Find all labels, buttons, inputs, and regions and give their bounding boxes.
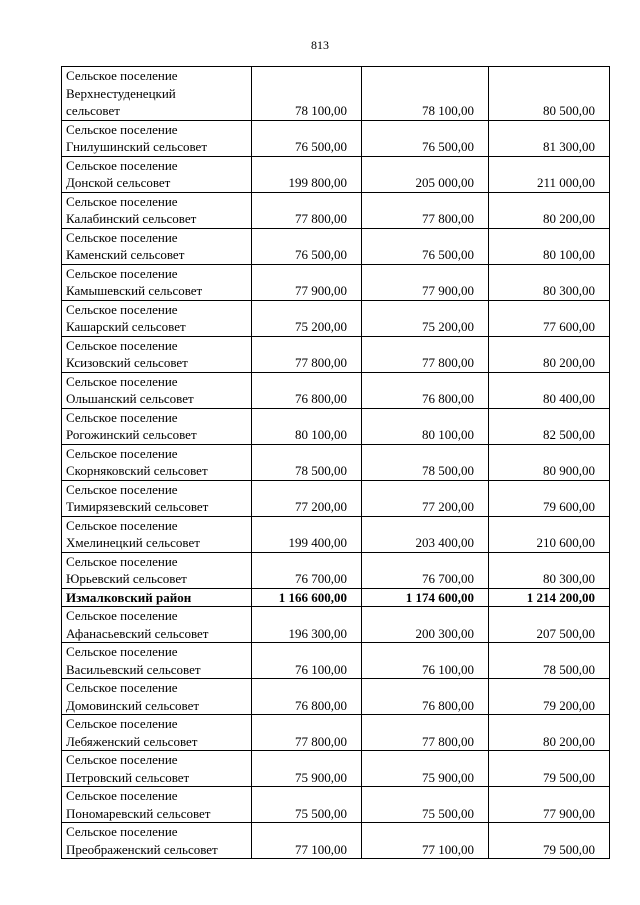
table-row: [62, 192, 610, 228]
amount-cell-1: 77 100,00: [252, 823, 362, 859]
table-row: [62, 643, 610, 679]
settlement-name-line: Сельское поселение: [66, 788, 178, 803]
amount-cell-1: 77 900,00: [252, 264, 362, 300]
amount-cell-3: 80 100,00: [489, 228, 610, 264]
settlement-name-line: Юрьевский сельсовет: [66, 571, 187, 586]
table-row: [62, 156, 610, 192]
settlement-name-line: Лебяженский сельсовет: [66, 733, 198, 749]
amount-cell-2: 205 000,00: [362, 156, 489, 192]
amount-cell-2: 77 200,00: [362, 480, 489, 516]
amount-cell-2: 77 800,00: [362, 192, 489, 228]
amount-cell-3: 80 300,00: [489, 552, 610, 588]
settlement-name-cell: [62, 715, 252, 751]
table-row: [62, 787, 610, 823]
settlement-name-line: Сельское поселение: [66, 373, 178, 389]
page-number: 813: [311, 38, 329, 52]
amount-cell-2: 78 100,00: [362, 67, 489, 121]
table-body: [62, 67, 610, 859]
settlement-name-cell: [62, 192, 252, 228]
amount-cell-1: 76 500,00: [252, 120, 362, 156]
amount-cell-2: 203 400,00: [362, 516, 489, 552]
amount-cell-1: 76 800,00: [252, 679, 362, 715]
settlement-name-cell: [62, 679, 252, 715]
settlement-name-cell: [62, 588, 252, 607]
amount-cell-1: 199 400,00: [252, 516, 362, 552]
amount-cell-1: 75 500,00: [252, 787, 362, 823]
amount-cell-3: 80 300,00: [489, 264, 610, 300]
settlement-name-cell: [62, 444, 252, 480]
amount-cell-1: 77 800,00: [252, 336, 362, 372]
settlement-name-line: Сельское поселение: [66, 409, 178, 425]
table-row: [62, 336, 610, 372]
amount-cell-2: 76 100,00: [362, 643, 489, 679]
settlement-name-line: Сельское поселение: [66, 752, 178, 767]
amount-cell-2: 75 500,00: [362, 787, 489, 823]
settlement-name-cell: [62, 120, 252, 156]
amount-cell-1: 196 300,00: [252, 607, 362, 643]
amount-cell-2: 76 800,00: [362, 679, 489, 715]
table-row: [62, 444, 610, 480]
settlement-name-cell: [62, 480, 252, 516]
settlement-name-line: Калабинский сельсовет: [66, 211, 197, 226]
settlement-name-line: Сельское поселение: [66, 644, 178, 659]
amount-cell-2: 76 800,00: [362, 372, 489, 408]
amount-cell-1: 80 100,00: [252, 408, 362, 444]
table-row: [62, 679, 610, 715]
amount-cell-2: 75 200,00: [362, 300, 489, 336]
settlement-name-line: Хмелинецкий сельсовет: [66, 535, 200, 550]
amount-cell-3: 80 200,00: [489, 336, 610, 372]
table-row: [62, 408, 610, 444]
amount-cell-1: 78 100,00: [252, 67, 362, 121]
table-row: [62, 264, 610, 300]
settlement-name-line: Тимирязевский сельсовет: [66, 499, 209, 514]
settlement-name-line: Гнилушинский сельсовет: [66, 139, 207, 154]
settlement-name-cell: [62, 643, 252, 679]
settlement-name-cell: [62, 156, 252, 192]
amount-cell-1: 76 800,00: [252, 372, 362, 408]
settlement-name-line: Ольшанский сельсовет: [66, 391, 194, 406]
settlement-name-line: Сельское поселение: [66, 301, 178, 317]
settlement-name-line: сельсовет: [66, 103, 120, 118]
settlement-name-cell: [62, 787, 252, 823]
amount-cell-3: 210 600,00: [489, 516, 610, 552]
amount-cell-2: 77 100,00: [362, 823, 489, 859]
amount-cell-1: 76 700,00: [252, 552, 362, 588]
amount-cell-2: 76 500,00: [362, 120, 489, 156]
table-row: [62, 823, 610, 859]
amount-cell-2: 200 300,00: [362, 607, 489, 643]
settlement-name-line: Верхнестуденецкий: [66, 85, 176, 101]
settlement-name-line: Сельское поселение: [66, 229, 178, 245]
amount-cell-3: 1 214 200,00: [489, 588, 610, 607]
amount-cell-2: 76 700,00: [362, 552, 489, 588]
settlement-name-line: Каменский сельсовет: [66, 247, 185, 262]
settlement-name-line: Сельское поселение: [66, 68, 178, 83]
settlement-name-line: Донской сельсовет: [66, 175, 171, 190]
settlement-name-cell: [62, 300, 252, 336]
settlement-name-line: Сельское поселение: [66, 337, 178, 353]
amount-cell-3: 81 300,00: [489, 120, 610, 156]
amount-cell-3: 79 200,00: [489, 679, 610, 715]
table-row: [62, 228, 610, 264]
table-row: [62, 751, 610, 787]
amount-cell-3: 79 500,00: [489, 823, 610, 859]
table-row: [62, 607, 610, 643]
amount-cell-2: 80 100,00: [362, 408, 489, 444]
settlement-name-line: Сельское поселение: [66, 193, 178, 209]
settlement-name-line: Сельское поселение: [66, 680, 178, 695]
settlement-name-line: Рогожинский сельсовет: [66, 427, 197, 442]
amount-cell-1: 76 500,00: [252, 228, 362, 264]
table-row: [62, 120, 610, 156]
amount-cell-3: 77 600,00: [489, 300, 610, 336]
amount-cell-1: 1 166 600,00: [252, 588, 362, 607]
settlement-name-line: Сельское поселение: [66, 517, 178, 533]
settlement-name-cell: [62, 228, 252, 264]
settlement-name-line: Сельское поселение: [66, 121, 178, 137]
district-total-row: [62, 588, 610, 607]
settlement-name-line: Сельское поселение: [66, 265, 178, 281]
table-row: [62, 480, 610, 516]
amount-cell-1: 77 200,00: [252, 480, 362, 516]
amount-cell-3: 79 600,00: [489, 480, 610, 516]
settlement-name-line: Скорняковский сельсовет: [66, 463, 208, 478]
settlement-name-cell: [62, 823, 252, 859]
settlement-name-cell: [62, 336, 252, 372]
table-row: [62, 300, 610, 336]
amount-cell-1: 76 100,00: [252, 643, 362, 679]
amount-cell-1: 199 800,00: [252, 156, 362, 192]
settlement-name-line: Сельское поселение: [66, 553, 178, 569]
settlement-name-cell: [62, 552, 252, 588]
amount-cell-3: 80 500,00: [489, 67, 610, 121]
settlement-name-cell: [62, 607, 252, 643]
amount-cell-3: 207 500,00: [489, 607, 610, 643]
settlement-name-cell: [62, 751, 252, 787]
amount-cell-3: 80 200,00: [489, 192, 610, 228]
settlement-name-line: Сельское поселение: [66, 445, 178, 461]
settlement-name-line: Сельское поселение: [66, 157, 178, 173]
table-row: [62, 552, 610, 588]
amount-cell-2: 77 800,00: [362, 336, 489, 372]
settlement-name-line: Кашарский сельсовет: [66, 319, 186, 334]
settlement-name-cell: [62, 408, 252, 444]
table-row: [62, 516, 610, 552]
settlement-name-line: Петровский сельсовет: [66, 769, 190, 785]
amount-cell-2: 76 500,00: [362, 228, 489, 264]
amount-cell-1: 75 200,00: [252, 300, 362, 336]
settlement-name-line: Преображенский сельсовет: [66, 841, 218, 857]
amount-cell-3: 211 000,00: [489, 156, 610, 192]
table-row: [62, 372, 610, 408]
amount-cell-2: 77 800,00: [362, 715, 489, 751]
amount-cell-1: 77 800,00: [252, 715, 362, 751]
amount-cell-1: 77 800,00: [252, 192, 362, 228]
amount-cell-3: 80 200,00: [489, 715, 610, 751]
settlement-name-line: Сельское поселение: [66, 716, 178, 731]
amount-cell-3: 80 400,00: [489, 372, 610, 408]
amount-cell-1: 75 900,00: [252, 751, 362, 787]
amount-cell-3: 78 500,00: [489, 643, 610, 679]
settlement-name-line: Васильевский сельсовет: [66, 661, 201, 677]
amount-cell-2: 77 900,00: [362, 264, 489, 300]
settlement-name-line: Камышевский сельсовет: [66, 283, 203, 298]
settlement-name-line: Сельское поселение: [66, 481, 178, 497]
settlement-name-line: Сельское поселение: [66, 824, 178, 839]
amount-cell-2: 78 500,00: [362, 444, 489, 480]
budget-table: [61, 66, 610, 859]
settlement-name-line: Сельское поселение: [66, 608, 178, 623]
table-row: [62, 715, 610, 751]
table-row: [62, 67, 610, 121]
amount-cell-1: 78 500,00: [252, 444, 362, 480]
settlement-name-cell: [62, 264, 252, 300]
amount-cell-3: 80 900,00: [489, 444, 610, 480]
amount-cell-3: 82 500,00: [489, 408, 610, 444]
amount-cell-3: 77 900,00: [489, 787, 610, 823]
settlement-name-line: Пономаревский сельсовет: [66, 805, 211, 821]
settlement-name-cell: [62, 372, 252, 408]
settlement-name-line: Домовинский сельсовет: [66, 697, 200, 713]
amount-cell-3: 79 500,00: [489, 751, 610, 787]
settlement-name-cell: [62, 516, 252, 552]
settlement-name-line: Афанасьевский сельсовет: [66, 625, 209, 641]
settlement-name-cell: [62, 67, 252, 121]
settlement-name-line: Ксизовский сельсовет: [66, 355, 188, 370]
settlement-name-line: Измалковский район: [66, 589, 192, 605]
amount-cell-2: 75 900,00: [362, 751, 489, 787]
amount-cell-2: 1 174 600,00: [362, 588, 489, 607]
